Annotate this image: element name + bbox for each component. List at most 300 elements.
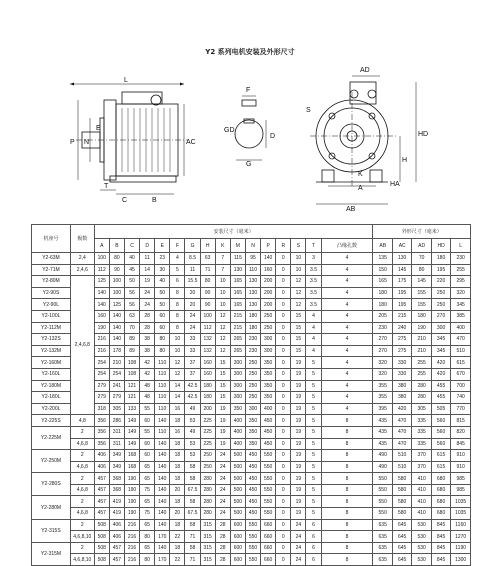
value-cell: 67.5 — [185, 508, 200, 520]
value-cell: 89 — [124, 334, 139, 346]
value-cell: 356 — [94, 415, 109, 427]
value-cell: 0 — [276, 392, 291, 404]
value-cell: 500 — [230, 496, 245, 508]
value-cell: 18 — [170, 450, 185, 462]
value-cell: 4 — [321, 357, 373, 369]
value-cell: 740 — [451, 392, 471, 404]
value-cell: 508 — [94, 531, 109, 543]
value-cell: 50 — [155, 287, 170, 299]
value-cell: 22 — [170, 531, 185, 543]
value-cell: 19 — [215, 426, 230, 438]
value-cell: 615 — [431, 450, 450, 462]
value-cell: 5 — [306, 357, 321, 369]
value-cell: 8 — [170, 322, 185, 334]
value-cell: 80 — [109, 253, 124, 265]
value-cell: 380 — [392, 392, 411, 404]
value-cell: 10 — [215, 299, 230, 311]
value-cell: 200 — [200, 403, 215, 415]
value-cell: 38 — [140, 334, 155, 346]
column-header: S — [291, 239, 306, 253]
value-cell: 305 — [412, 403, 431, 415]
value-cell: 0 — [276, 415, 291, 427]
value-cell: 0 — [276, 287, 291, 299]
value-cell: 450 — [245, 450, 260, 462]
value-cell: 250 — [431, 299, 450, 311]
value-cell: 910 — [451, 450, 471, 462]
value-cell: 4 — [321, 276, 373, 288]
value-cell: 457 — [94, 508, 109, 520]
value-cell: 16 — [170, 403, 185, 415]
value-cell: 53 — [185, 438, 200, 450]
dim-label-l: L — [124, 77, 128, 84]
value-cell: 0 — [276, 496, 291, 508]
value-cell: 58 — [185, 542, 200, 554]
dim-label-n: N — [84, 139, 90, 146]
value-cell: 180 — [431, 253, 450, 265]
value-cell: 180 — [373, 287, 392, 299]
value-cell: 175 — [392, 276, 411, 288]
value-cell: 14 — [170, 392, 185, 404]
value-cell: 0 — [276, 461, 291, 473]
value-cell: 320 — [373, 368, 392, 380]
value-cell: 42.5 — [185, 392, 200, 404]
value-cell: 165 — [230, 276, 245, 288]
model-cell: Y2-71M — [32, 264, 71, 276]
value-cell: 406 — [94, 450, 109, 462]
value-cell: 140 — [261, 253, 276, 265]
value-cell: 500 — [230, 508, 245, 520]
value-cell: 345 — [431, 345, 450, 357]
value-cell: 8 — [321, 415, 373, 427]
value-cell: 216 — [124, 531, 139, 543]
value-cell: 600 — [230, 531, 245, 543]
value-cell: 24 — [215, 473, 230, 485]
value-cell: 95 — [245, 253, 260, 265]
model-cell: Y2-280S — [32, 473, 71, 496]
value-cell: 60 — [155, 322, 170, 334]
value-cell: 280 — [412, 380, 431, 392]
value-cell: 295 — [451, 276, 471, 288]
value-cell: 0 — [276, 450, 291, 462]
value-cell: 140 — [155, 519, 170, 531]
value-cell: 270 — [431, 310, 450, 322]
value-cell: 80 — [155, 334, 170, 346]
value-cell: 18 — [170, 415, 185, 427]
value-cell: 457 — [94, 484, 109, 496]
value-cell: 550 — [245, 519, 260, 531]
value-cell: 4 — [321, 334, 373, 346]
value-cell: 845 — [451, 438, 471, 450]
value-cell: 350 — [261, 357, 276, 369]
value-cell: 65 — [140, 473, 155, 485]
value-cell: 58 — [185, 473, 200, 485]
value-cell: 660 — [261, 542, 276, 554]
value-cell: 550 — [261, 461, 276, 473]
value-cell: 216 — [124, 554, 139, 566]
value-cell: 67.5 — [185, 484, 200, 496]
value-cell: 18 — [170, 461, 185, 473]
value-cell: 132 — [200, 334, 215, 346]
value-cell: 311 — [109, 426, 124, 438]
value-cell: 145 — [392, 264, 411, 276]
value-cell: 19 — [291, 426, 306, 438]
value-cell: 400 — [451, 322, 471, 334]
value-cell: 18 — [170, 438, 185, 450]
column-header: P — [261, 239, 276, 253]
value-cell: 220 — [431, 276, 450, 288]
value-cell: 71 — [200, 264, 215, 276]
value-cell: 255 — [412, 357, 431, 369]
dimension-table — [31, 224, 471, 566]
value-cell: 450 — [261, 415, 276, 427]
value-cell: 275 — [392, 345, 411, 357]
value-cell: 16 — [170, 426, 185, 438]
value-cell: 24 — [185, 310, 200, 322]
table-row — [32, 415, 471, 427]
value-cell: 0 — [276, 519, 291, 531]
value-cell: 345 — [431, 334, 450, 346]
value-cell: 680 — [431, 484, 450, 496]
value-cell: 0 — [276, 357, 291, 369]
table-row — [32, 322, 471, 334]
value-cell: 318 — [94, 403, 109, 415]
value-cell: 350 — [261, 368, 276, 380]
value-cell: 349 — [109, 461, 124, 473]
value-cell: 370 — [412, 461, 431, 473]
value-cell: 670 — [451, 368, 471, 380]
column-header: F — [170, 239, 185, 253]
value-cell: 8 — [321, 542, 373, 554]
poles-cell: 4,6,8 — [70, 438, 94, 450]
dim-label-b: B — [152, 197, 157, 204]
value-cell: 1270 — [451, 531, 471, 543]
value-cell: 580 — [392, 508, 411, 520]
table-row — [32, 426, 471, 438]
value-cell: 12 — [170, 357, 185, 369]
value-cell: 530 — [412, 519, 431, 531]
value-cell: 24 — [291, 554, 306, 566]
value-cell: 0 — [276, 426, 291, 438]
value-cell: 505 — [431, 403, 450, 415]
value-cell: 635 — [373, 531, 392, 543]
value-cell: 4 — [321, 299, 373, 311]
value-cell: 530 — [412, 542, 431, 554]
value-cell: 49 — [185, 403, 200, 415]
dim-label-ha: HA — [390, 181, 400, 188]
value-cell: 395 — [373, 403, 392, 415]
value-cell: 5 — [306, 496, 321, 508]
value-cell: 400 — [261, 403, 276, 415]
value-cell: 45 — [124, 264, 139, 276]
value-cell: 345 — [451, 299, 471, 311]
value-cell: 42 — [140, 368, 155, 380]
value-cell: 190 — [124, 496, 139, 508]
value-cell: 71 — [185, 531, 200, 543]
value-cell: 195 — [392, 299, 411, 311]
value-cell: 8 — [321, 554, 373, 566]
value-cell: 450 — [245, 461, 260, 473]
value-cell: 400 — [230, 426, 245, 438]
value-cell: 5 — [306, 426, 321, 438]
value-cell: 5 — [170, 264, 185, 276]
value-cell: 140 — [155, 484, 170, 496]
value-cell: 216 — [124, 542, 139, 554]
table-row — [32, 276, 471, 288]
value-cell: 210 — [109, 357, 124, 369]
value-cell: 5 — [306, 461, 321, 473]
value-cell: 419 — [109, 496, 124, 508]
value-cell: 450 — [261, 438, 276, 450]
value-cell: 10 — [215, 276, 230, 288]
value-cell: 110 — [155, 380, 170, 392]
value-cell: 90 — [200, 287, 215, 299]
value-cell: 130 — [392, 253, 411, 265]
poles-cell: 4,6,8,10 — [70, 531, 94, 543]
value-cell: 60 — [155, 310, 170, 322]
dimension-table-container — [31, 224, 471, 566]
value-cell: 300 — [261, 345, 276, 357]
model-cell: Y2-315M — [32, 542, 71, 565]
value-cell: 110 — [245, 264, 260, 276]
value-cell: 58 — [185, 519, 200, 531]
value-cell: 845 — [431, 554, 450, 566]
value-cell: 168 — [124, 461, 139, 473]
value-cell: 4 — [306, 310, 321, 322]
table-row — [32, 461, 471, 473]
value-cell: 410 — [412, 496, 431, 508]
value-cell: 24 — [215, 508, 230, 520]
table-row — [32, 531, 471, 543]
column-header: A — [94, 239, 109, 253]
value-cell: 275 — [392, 334, 411, 346]
value-cell: 1160 — [451, 519, 471, 531]
value-cell: 320 — [373, 357, 392, 369]
poles-cell: 2,4,6 — [70, 264, 94, 276]
value-cell: 24 — [291, 519, 306, 531]
value-cell: 0 — [276, 253, 291, 265]
value-cell: 560 — [431, 426, 450, 438]
value-cell: 19 — [291, 496, 306, 508]
value-cell: 230 — [245, 334, 260, 346]
value-cell: 28 — [215, 554, 230, 566]
value-cell: 215 — [392, 310, 411, 322]
value-cell: 600 — [230, 542, 245, 554]
value-cell: 112 — [200, 322, 215, 334]
value-cell: 180 — [200, 380, 215, 392]
value-cell: 225 — [200, 438, 215, 450]
value-cell: 355 — [373, 380, 392, 392]
page-title: Y2 系列电机安装及外形尺寸 — [205, 48, 295, 56]
value-cell: 10 — [291, 253, 306, 265]
value-cell: 38 — [140, 345, 155, 357]
model-cell: Y2-90S — [32, 287, 71, 299]
value-cell: 80 — [200, 276, 215, 288]
value-cell: 50 — [124, 276, 139, 288]
value-cell: 330 — [392, 368, 411, 380]
model-cell: Y2-250M — [32, 450, 71, 473]
value-cell: 60 — [140, 450, 155, 462]
value-cell: 8 — [321, 450, 373, 462]
value-cell: 178 — [109, 345, 124, 357]
value-cell: 600 — [230, 519, 245, 531]
value-cell: 10 — [170, 334, 185, 346]
model-cell: Y2-63M — [32, 253, 71, 265]
value-cell: 165 — [230, 299, 245, 311]
value-cell: 300 — [431, 322, 450, 334]
value-cell: 4 — [321, 322, 373, 334]
value-cell: 300 — [230, 380, 245, 392]
value-cell: 530 — [412, 531, 431, 543]
value-cell: 410 — [412, 484, 431, 496]
value-cell: 133 — [124, 403, 139, 415]
value-cell: 7 — [215, 264, 230, 276]
value-cell: 350 — [245, 415, 260, 427]
value-cell: 5 — [306, 484, 321, 496]
value-cell: 11 — [185, 264, 200, 276]
value-cell: 65 — [140, 496, 155, 508]
value-cell: 450 — [245, 473, 260, 485]
value-cell: 80 — [140, 531, 155, 543]
dim-label-d: D — [270, 133, 276, 140]
value-cell: 700 — [451, 380, 471, 392]
value-cell: 58 — [185, 461, 200, 473]
value-cell: 140 — [109, 322, 124, 334]
value-cell: 15 — [215, 357, 230, 369]
table-row — [32, 542, 471, 554]
dim-label-t: T — [104, 183, 109, 190]
value-cell: 635 — [373, 542, 392, 554]
value-cell: 65 — [140, 542, 155, 554]
value-cell: 1035 — [451, 496, 471, 508]
column-header: L — [451, 239, 471, 253]
value-cell: 1300 — [451, 554, 471, 566]
column-header: AC — [392, 239, 411, 253]
column-header: C — [124, 239, 139, 253]
value-cell: 8 — [321, 461, 373, 473]
value-cell: 550 — [373, 496, 392, 508]
value-cell: 110 — [155, 392, 170, 404]
table-row — [32, 380, 471, 392]
value-cell: 18 — [170, 496, 185, 508]
value-cell: 125 — [109, 299, 124, 311]
value-cell: 0 — [276, 438, 291, 450]
value-cell: 110 — [155, 426, 170, 438]
value-cell: 6 — [306, 554, 321, 566]
value-cell: 130 — [245, 299, 260, 311]
value-cell: 580 — [392, 473, 411, 485]
value-cell: 645 — [392, 519, 411, 531]
value-cell: 200 — [261, 299, 276, 311]
value-cell: 180 — [245, 310, 260, 322]
value-cell: 12 — [291, 276, 306, 288]
value-cell: 65 — [140, 461, 155, 473]
model-cell: Y2-180L — [32, 392, 71, 404]
column-header: K — [215, 239, 230, 253]
value-cell: 410 — [412, 473, 431, 485]
table-row — [32, 299, 471, 311]
value-cell: 170 — [155, 554, 170, 566]
value-cell: 4 — [321, 264, 373, 276]
value-cell: 845 — [431, 531, 450, 543]
value-cell: 100 — [109, 287, 124, 299]
model-cell: Y2-90L — [32, 299, 71, 311]
value-cell: 0 — [276, 334, 291, 346]
value-cell: 140 — [109, 334, 124, 346]
value-cell: 19 — [291, 450, 306, 462]
value-cell: 315 — [200, 542, 215, 554]
value-cell: 0 — [276, 368, 291, 380]
value-cell: 24 — [140, 287, 155, 299]
value-cell: 580 — [392, 496, 411, 508]
value-cell: 140 — [109, 310, 124, 322]
value-cell: 63 — [200, 253, 215, 265]
value-cell: 0 — [276, 264, 291, 276]
value-cell: 510 — [451, 345, 471, 357]
value-cell: 24 — [185, 322, 200, 334]
value-cell: 15 — [291, 334, 306, 346]
model-cell: Y2-160L — [32, 368, 71, 380]
value-cell: 210 — [412, 334, 431, 346]
value-cell: 19 — [215, 403, 230, 415]
value-cell: 660 — [261, 519, 276, 531]
poles-cell: 2,4,6,8 — [70, 276, 94, 415]
value-cell: 14 — [140, 264, 155, 276]
value-cell: 645 — [392, 531, 411, 543]
value-cell: 10 — [215, 287, 230, 299]
value-cell: 6 — [306, 531, 321, 543]
value-cell: 33 — [185, 345, 200, 357]
value-cell: 190 — [124, 484, 139, 496]
table-row — [32, 508, 471, 520]
value-cell: 349 — [109, 450, 124, 462]
value-cell: 270 — [373, 345, 392, 357]
value-cell: 4 — [306, 334, 321, 346]
value-cell: 300 — [245, 403, 260, 415]
model-cell: Y2-132M — [32, 345, 71, 357]
value-cell: 12 — [215, 334, 230, 346]
value-cell: 110 — [155, 368, 170, 380]
value-cell: 112 — [94, 264, 109, 276]
value-cell: 4 — [321, 368, 373, 380]
table-row — [32, 438, 471, 450]
value-cell: 8 — [321, 484, 373, 496]
table-body — [32, 253, 471, 566]
value-cell: 19 — [291, 368, 306, 380]
value-cell: 8 — [321, 496, 373, 508]
value-cell: 0 — [276, 380, 291, 392]
value-cell: 19 — [215, 438, 230, 450]
poles-cell: 2 — [70, 542, 94, 554]
value-cell: 5 — [306, 368, 321, 380]
value-cell: 270 — [373, 334, 392, 346]
value-cell: 100 — [200, 310, 215, 322]
table-row — [32, 357, 471, 369]
dim-label-gd: GD — [224, 127, 235, 134]
value-cell: 19 — [291, 461, 306, 473]
value-cell: 815 — [451, 415, 471, 427]
value-cell: 19 — [291, 438, 306, 450]
value-cell: 250 — [200, 461, 215, 473]
value-cell: 180 — [412, 310, 431, 322]
dim-label-h: H — [402, 157, 408, 164]
value-cell: 108 — [124, 368, 139, 380]
value-cell: 15 — [291, 345, 306, 357]
column-header: H — [200, 239, 215, 253]
value-cell: 255 — [451, 264, 471, 276]
value-cell: 80 — [412, 264, 431, 276]
value-cell: 845 — [431, 519, 450, 531]
value-cell: 55 — [140, 403, 155, 415]
